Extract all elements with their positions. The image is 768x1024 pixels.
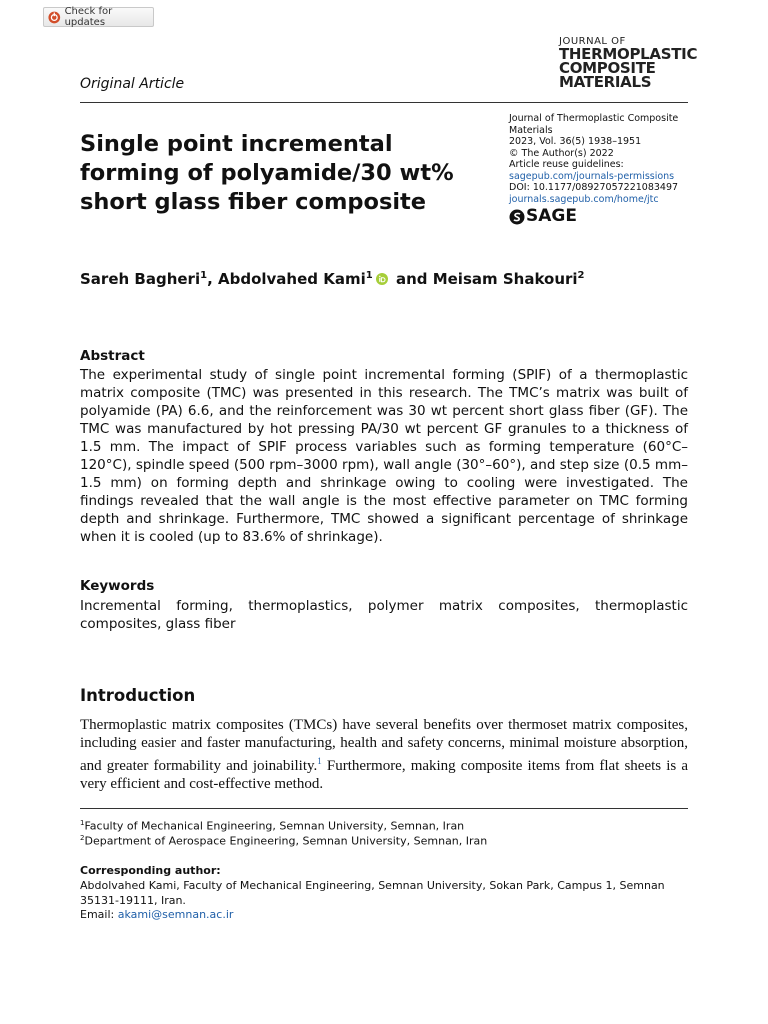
journal-logo — [559, 36, 699, 89]
journal-home-link[interactable]: journals.sagepub.com/home/jtc — [509, 193, 659, 205]
article-type: Original Article — [80, 76, 185, 92]
affiliation-mark: 1 — [80, 819, 85, 827]
author-affiliation-mark: 2 — [577, 270, 585, 281]
corresponding-address: Abdolvahed Kami, Faculty of Mechanical Engineering, Semnan University, Sokan Park, Campus 1, Semnan 35131-19111, Iran. — [80, 879, 665, 907]
author-separator: and — [390, 270, 433, 288]
introduction-text — [80, 716, 688, 793]
author-name[interactable]: Meisam Shakouri — [432, 270, 578, 288]
affiliation-text: Department of Aerospace Engineering, Semnan University, Semnan, Iran — [84, 834, 488, 848]
affiliation-text: Faculty of Mechanical Engineering, Semnan University, Semnan, Iran — [84, 819, 465, 833]
orcid-icon[interactable] — [376, 273, 388, 285]
sage-logo-text: SAGE — [526, 206, 577, 227]
author-name[interactable]: Sareh Bagheri — [80, 270, 201, 288]
meta-reuse: Article reuse guidelines: — [509, 159, 624, 170]
introduction-text-part2: Furthermore, making composite items from flat sheets is a very efficient and cost-effective method. — [80, 758, 688, 792]
journal-logo-line3: COMPOSITE — [559, 59, 656, 77]
abstract-heading: Abstract — [80, 348, 145, 364]
corresponding-author-label: Corresponding author: — [80, 864, 221, 877]
journal-logo-line1: JOURNAL OF — [559, 36, 626, 47]
author-separator: , — [207, 270, 218, 288]
author-affiliation-mark: 1 — [365, 270, 373, 281]
meta-issue: 2023, Vol. 36(5) 1938–1951 — [509, 136, 642, 147]
author-affiliation-mark: 1 — [200, 270, 208, 281]
reference-link[interactable]: 1 — [317, 756, 322, 766]
check-for-updates-badge[interactable] — [43, 7, 154, 27]
meta-doi: DOI: 10.1177/08927057221083497 — [509, 182, 679, 193]
permissions-link[interactable]: sagepub.com/journals-permissions — [509, 170, 675, 182]
corresponding-author-details — [80, 879, 688, 923]
journal-logo-line2: THERMOPLASTIC — [559, 45, 698, 63]
author-name[interactable]: Abdolvahed Kami — [217, 270, 366, 288]
update-icon — [48, 11, 61, 24]
keywords-heading: Keywords — [80, 578, 155, 594]
footnote-divider — [80, 808, 688, 809]
affiliation — [80, 834, 487, 848]
keywords-text: Incremental forming, thermoplastics, polymer matrix composites, thermoplastic composites, glass fiber — [80, 598, 688, 632]
meta-copyright: © The Author(s) 2022 — [509, 147, 614, 159]
check-for-updates-label: Check for updates — [64, 6, 113, 28]
top-divider — [80, 102, 688, 103]
sage-circle-icon — [509, 209, 525, 225]
email-label: Email: — [80, 908, 118, 921]
affiliation — [80, 819, 464, 833]
journal-logo-line4: MATERIALS — [559, 73, 652, 91]
article-title: Single point incremental forming of polyamide/30 wt% short glass fiber composite — [80, 131, 454, 215]
sage-logo — [509, 206, 694, 227]
introduction-heading: Introduction — [80, 686, 196, 705]
affiliation-mark: 2 — [80, 834, 85, 842]
meta-journal: Journal of Thermoplastic Composite Materials — [509, 113, 679, 136]
introduction-text-part1: Thermoplastic matrix composites (TMCs) have several benefits over thermoset matrix composites, including easier and faster manufacturing, health and safety concerns, minimal moisture absorption, and greater formability and joinability. — [80, 717, 688, 774]
email-link[interactable]: akami@semnan.ac.ir — [117, 908, 234, 921]
abstract-text: The experimental study of single point incremental forming (SPIF) of a thermoplastic matrix composite (TMC) was presented in this research. The TMC’s matrix was built of polyamide (PA) 6.6, and the reinforcement was 30 wt percent short glass fiber (GF). The TMC was manufactured by hot pressing PA/30 wt percent GF granules to a thickness of 1.5 mm. The impact of SPIF process variables such as forming temperature (60°C–120°C), spindle speed (500 rpm–3000 rpm), wall angle (30°–60°), and step size (0.5 mm–1.5 mm) on forming depth and shrinkage owing to cooling were investigated. The findings revealed that the wall angle is the most effective parameter on TMC forming depth and shrinkage. Furthermore, TMC showed a significant percentage of shrinkage when it is cooled (up to 83.6% of shrinkage). — [80, 367, 688, 545]
author-list — [80, 270, 585, 288]
article-metadata — [509, 113, 694, 225]
